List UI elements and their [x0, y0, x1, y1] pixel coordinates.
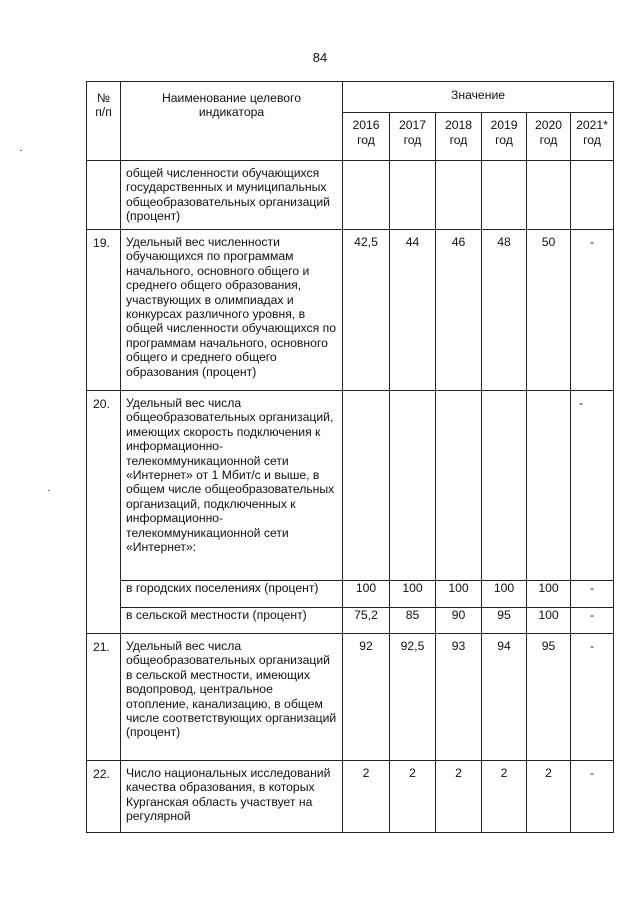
table-row	[87, 391, 614, 581]
value-cell: 85	[390, 608, 436, 634]
year-label: 2017	[398, 118, 427, 132]
value-cell: 50	[527, 230, 571, 391]
value-cell: 2	[482, 761, 527, 833]
year-unit: год	[583, 133, 601, 147]
indicator-subname: в городских поселениях (процент)	[121, 581, 343, 608]
value-cell: 94	[482, 634, 527, 761]
value-cell	[527, 391, 571, 581]
value-cell: 100	[436, 581, 482, 608]
table-row	[87, 581, 614, 608]
indicator-name: Удельный вес числа общеобразовательных организаций, имеющих скорость подключения к информационно-телекоммуникационной сети «Интернет» от 1 Мбит/с и выше, в общем числе общеобразовательных организаций, подключенных к информационно-телекоммуникационной сети «Интернет»:	[121, 391, 343, 581]
value-cell: -	[571, 230, 614, 391]
value-cell: 100	[390, 581, 436, 608]
year-label: 2020	[534, 118, 563, 132]
value-cell: 100	[343, 581, 390, 608]
row-number: 19.	[87, 230, 121, 391]
value-cell: 90	[436, 608, 482, 634]
value-cell: 100	[527, 608, 571, 634]
value-cell	[571, 161, 614, 230]
table-header-row	[87, 82, 614, 113]
table-row	[87, 634, 614, 761]
row-number	[87, 161, 121, 230]
indicator-name: Удельный вес числа общеобразовательных организаций в сельской местности, имеющих водопровод, центральное отопление, канализацию, в общем числе соответствующих организаций (процент)	[121, 634, 343, 761]
year-unit: год	[539, 133, 558, 147]
value-cell: -	[571, 581, 614, 608]
year-label: 2021*	[576, 118, 608, 132]
value-cell: 44	[390, 230, 436, 391]
value-cell	[343, 391, 390, 581]
value-cell: -	[571, 634, 614, 761]
value-cell	[343, 161, 390, 230]
value-cell: 92,5	[390, 634, 436, 761]
year-label: 2018	[444, 118, 473, 132]
year-unit: год	[357, 133, 375, 147]
value-cell	[482, 161, 527, 230]
header-name-line1: Наименование целевого	[161, 91, 302, 105]
row-number: 22.	[87, 761, 121, 833]
value-cell: 100	[527, 581, 571, 608]
indicator-name: общей численности обучающихся государственных и муниципальных общеобразовательных организаций (процент)	[121, 161, 343, 230]
value-cell	[527, 161, 571, 230]
value-cell: 48	[482, 230, 527, 391]
value-cell	[390, 161, 436, 230]
value-cell: -	[571, 391, 614, 581]
row-number: 20.	[87, 391, 121, 634]
value-cell: 42,5	[343, 230, 390, 391]
value-cell: 100	[482, 581, 527, 608]
header-value-cell: Значение	[343, 82, 614, 113]
value-cell	[482, 391, 527, 581]
value-cell: 95	[527, 634, 571, 761]
table-row	[87, 761, 614, 833]
year-unit: год	[495, 133, 513, 147]
header-year-cell	[390, 113, 436, 161]
table-row	[87, 608, 614, 634]
table-row	[87, 161, 614, 230]
header-year-cell	[343, 113, 390, 161]
header-number-cell	[87, 82, 121, 161]
year-label: 2019	[490, 118, 518, 132]
value-cell: 2	[436, 761, 482, 833]
header-number-line2: п/п	[95, 105, 112, 120]
value-cell: 93	[436, 634, 482, 761]
value-cell: 46	[436, 230, 482, 391]
page-number: 84	[312, 50, 328, 65]
year-label: 2016	[352, 118, 380, 132]
header-name-cell	[121, 82, 343, 161]
header-year-cell	[571, 113, 614, 161]
value-cell: 2	[343, 761, 390, 833]
value-cell	[390, 391, 436, 581]
indicator-name: Число национальных исследований качества образования, в которых Курганская область участвует на регулярной	[121, 761, 343, 833]
year-unit: год	[403, 133, 422, 147]
value-cell: 92	[343, 634, 390, 761]
header-number-line1: №	[96, 91, 111, 105]
value-cell: -	[571, 761, 614, 833]
row-number: 21.	[87, 634, 121, 761]
value-cell	[436, 391, 482, 581]
scan-artifact	[48, 490, 50, 491]
value-cell: 2	[390, 761, 436, 833]
indicator-subname: в сельской местности (процент)	[121, 608, 343, 634]
value-cell: -	[571, 608, 614, 634]
table-row	[87, 230, 614, 391]
value-cell: 75,2	[343, 608, 390, 634]
indicator-name: Удельный вес численности обучающихся по программам начального, основного общего и среднего общего образования, участвующих в олимпиадах и конкурсах различного уровня, в общей численности обучающихся по программам начального, основного общего и среднего общего образования (процент)	[121, 230, 343, 391]
scan-artifact	[20, 150, 22, 151]
value-cell: 2	[527, 761, 571, 833]
year-unit: год	[449, 133, 468, 147]
value-cell	[436, 161, 482, 230]
header-year-cell	[482, 113, 527, 161]
value-cell: 95	[482, 608, 527, 634]
header-name-line2: индикатора	[198, 105, 265, 120]
header-year-cell	[436, 113, 482, 161]
indicators-table	[86, 81, 614, 833]
header-year-cell	[527, 113, 571, 161]
